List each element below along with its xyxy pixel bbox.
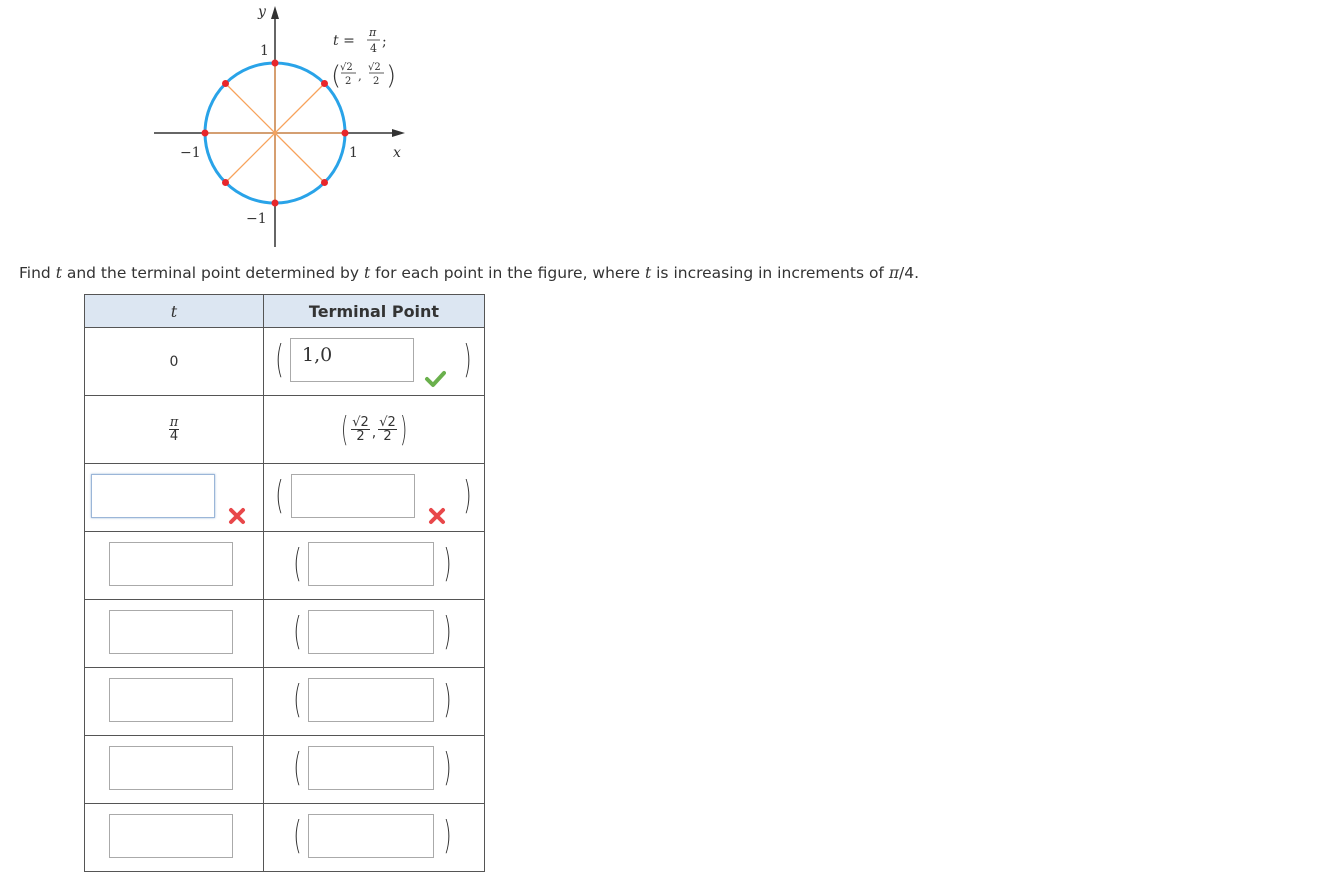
t-cell-7 xyxy=(85,804,264,872)
paren-right: ) xyxy=(443,677,452,721)
point-input-7[interactable] xyxy=(308,814,434,858)
t-input-3[interactable] xyxy=(109,542,233,586)
annotation-point-num-1: √2 xyxy=(340,62,353,73)
point-cell-7 xyxy=(264,804,485,872)
point-cell-4 xyxy=(264,600,485,668)
annotation-point-den-2: 2 xyxy=(373,76,380,87)
t-input-6[interactable] xyxy=(109,746,233,790)
table-header-row xyxy=(85,295,485,328)
paren-left: ( xyxy=(293,813,302,857)
point-input-3[interactable] xyxy=(308,542,434,586)
paren-left: ( xyxy=(293,609,302,653)
point-input-0[interactable]: 1,0 xyxy=(290,338,414,382)
point-input-4[interactable] xyxy=(308,610,434,654)
annotation-point-den-1: 2 xyxy=(345,76,352,87)
tick-pos-x: 1 xyxy=(349,145,358,161)
paren-left: ( xyxy=(275,337,284,381)
annotation-t-frac-num: π xyxy=(369,26,377,39)
annotation-paren-left: ( xyxy=(331,61,342,91)
t-input-7[interactable] xyxy=(109,814,233,858)
tick-neg-y: −1 xyxy=(246,211,267,227)
x-mark-icon xyxy=(426,505,448,527)
t-cell-1 xyxy=(85,396,264,464)
point-value-1: ( $\frac{√2}{2}$ , $\frac{√2}{2}$ ) xyxy=(340,409,408,450)
point-cell-1 xyxy=(264,396,485,464)
table-row xyxy=(85,668,485,736)
t-value-0: 0 xyxy=(169,353,179,370)
table-row xyxy=(85,328,485,396)
check-icon xyxy=(424,368,446,390)
point-cell-0 xyxy=(264,328,485,396)
paren-left: ( xyxy=(275,473,284,517)
t-cell-0 xyxy=(85,328,264,396)
annotation-t-frac-den: 4 xyxy=(370,42,377,55)
svg-text:,: , xyxy=(358,69,362,83)
table-row xyxy=(85,804,485,872)
t-cell-6 xyxy=(85,736,264,804)
point-cell-5 xyxy=(264,668,485,736)
header-terminal-point: Terminal Point xyxy=(264,295,485,328)
paren-right: ) xyxy=(443,745,452,789)
annotation-t-label: t = xyxy=(333,33,355,49)
answer-table xyxy=(84,294,485,872)
table-row xyxy=(85,600,485,668)
x-mark-icon xyxy=(226,505,248,527)
point-cell-2 xyxy=(264,464,485,532)
paren-right: ) xyxy=(463,473,472,517)
paren-right: ) xyxy=(443,541,452,585)
header-t: t xyxy=(85,295,264,328)
table-row xyxy=(85,396,485,464)
t-cell-5 xyxy=(85,668,264,736)
table-row xyxy=(85,736,485,804)
table-row xyxy=(85,464,485,532)
tick-neg-x: −1 xyxy=(180,145,201,161)
point-cell-3 xyxy=(264,532,485,600)
paren-right: ) xyxy=(443,813,452,857)
point-input-6[interactable] xyxy=(308,746,434,790)
y-axis-label: y xyxy=(258,4,266,20)
t-fraction-1: $\frac{\pi}{4}$ xyxy=(169,415,179,444)
t-cell-4 xyxy=(85,600,264,668)
table-row xyxy=(85,532,485,600)
annotation-paren-right: ) xyxy=(386,61,397,91)
x-axis-arrow xyxy=(392,129,405,137)
paren-right: ) xyxy=(443,609,452,653)
unit-circle-figure xyxy=(0,0,430,255)
point-cell-6 xyxy=(264,736,485,804)
t-input-5[interactable] xyxy=(109,678,233,722)
annotation-point-num-2: √2 xyxy=(368,62,381,73)
paren-left: ( xyxy=(293,541,302,585)
point-input-5[interactable] xyxy=(308,678,434,722)
tick-pos-y: 1 xyxy=(260,43,269,59)
paren-left: ( xyxy=(293,745,302,789)
annotation-t-end: ; xyxy=(382,34,387,50)
point-input-2[interactable] xyxy=(291,474,415,518)
paren-left: ( xyxy=(293,677,302,721)
t-cell-2 xyxy=(85,464,264,532)
t-input-4[interactable] xyxy=(109,610,233,654)
t-cell-3 xyxy=(85,532,264,600)
y-axis-arrow xyxy=(271,6,279,19)
t-input-2[interactable] xyxy=(91,474,215,518)
question-prompt: Find t and the terminal point determined by t for each point in the figure, where t is increasing in increments of π/4. xyxy=(19,264,920,282)
x-axis-label: x xyxy=(393,145,401,161)
paren-right: ) xyxy=(463,337,472,381)
